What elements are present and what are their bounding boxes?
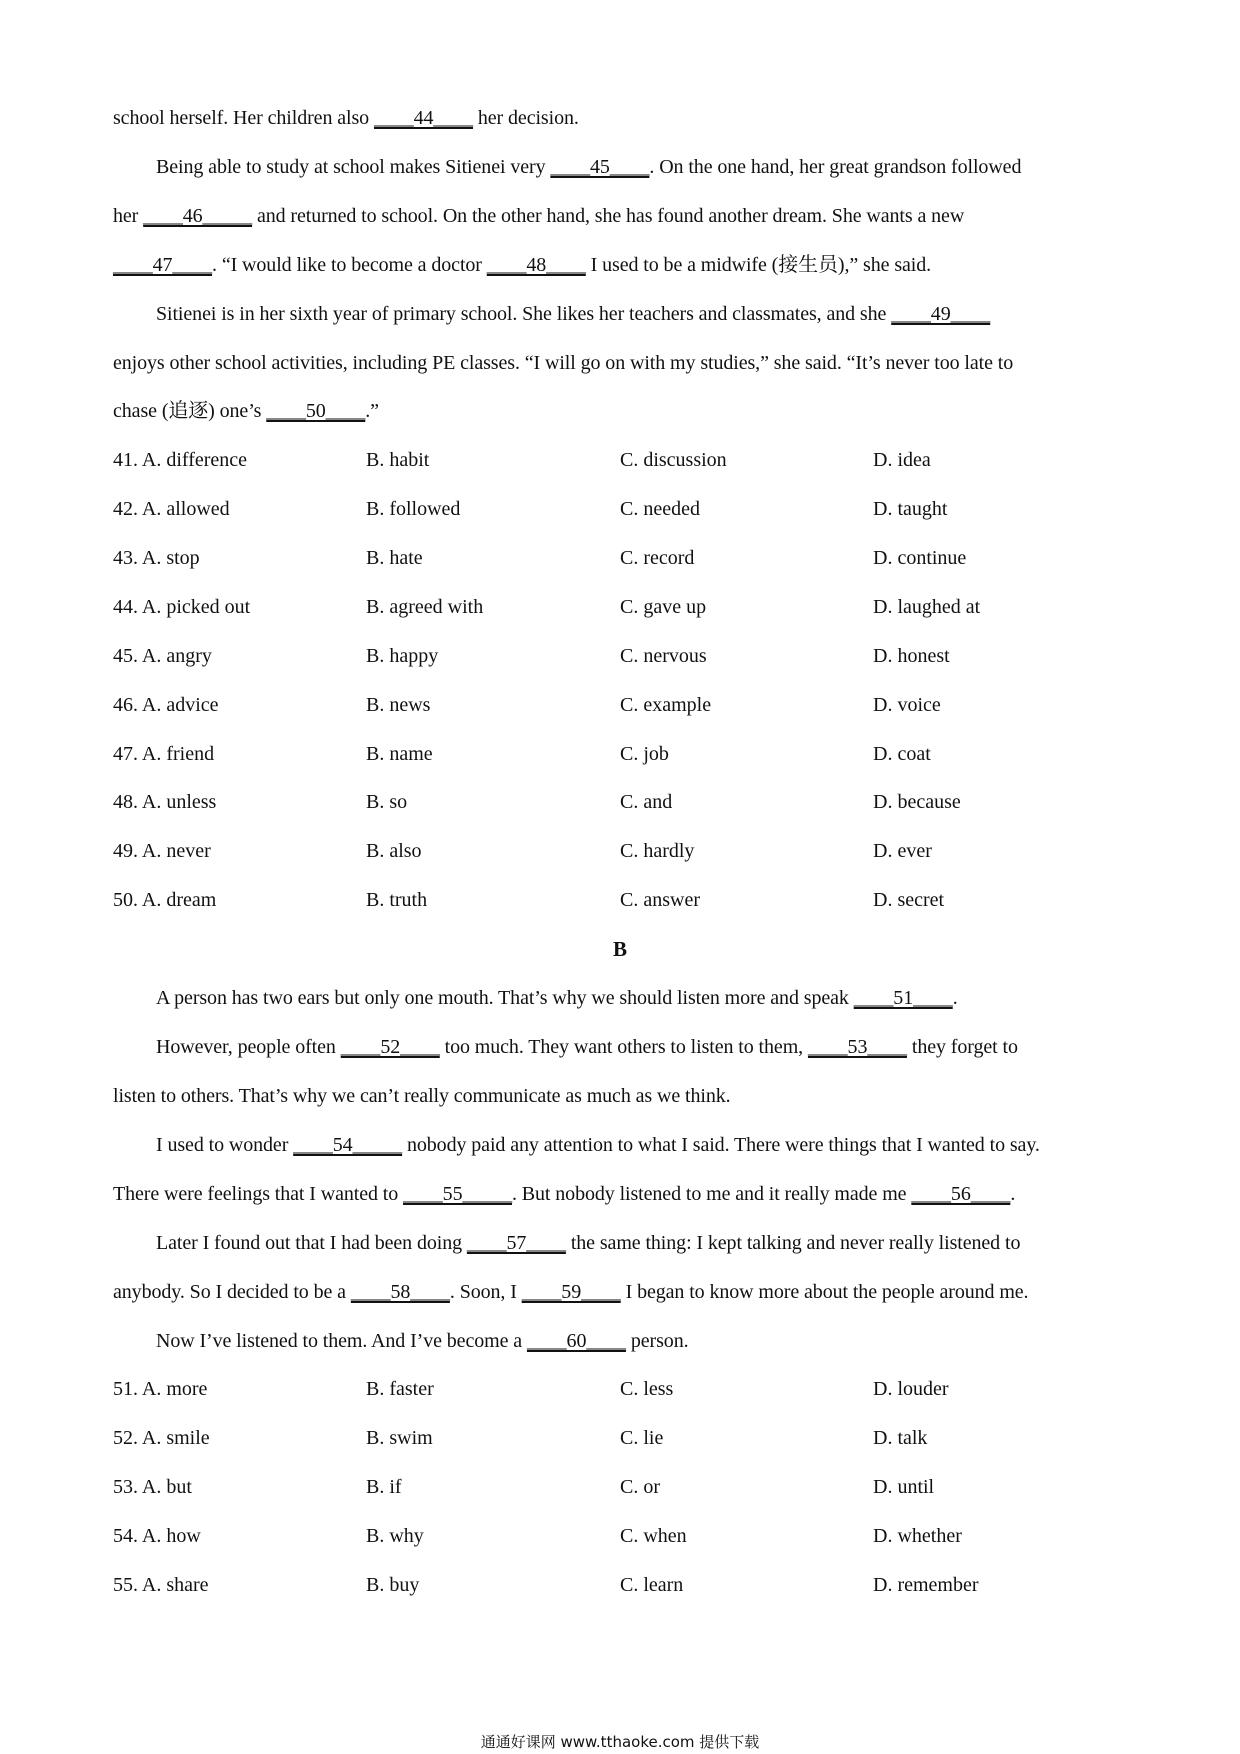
answer-blank: ____58____ <box>350 1281 450 1303</box>
option-d: D. honest <box>873 645 950 667</box>
passage-text: . On the one hand, her great grandson followed <box>649 156 1022 178</box>
option-b: B. agreed with <box>366 596 484 618</box>
option-c: C. hardly <box>620 840 695 862</box>
option-a: 49. A. never <box>113 840 211 862</box>
option-c: C. record <box>620 547 695 569</box>
option-c: C. or <box>620 1476 660 1498</box>
passage-text: . <box>952 987 958 1009</box>
option-c: C. when <box>620 1525 687 1547</box>
option-b: B. if <box>366 1476 402 1498</box>
option-b: B. name <box>366 743 433 765</box>
passage-line <box>113 353 1013 373</box>
passage-text: nobody paid any attention to what I said. There were things that I wanted to say. <box>402 1134 1040 1156</box>
option-a: 55. A. share <box>113 1574 209 1596</box>
option-b: B. swim <box>366 1427 433 1449</box>
passage-line <box>156 1233 1020 1253</box>
option-a: 42. A. allowed <box>113 498 230 520</box>
passage-text: her <box>113 205 144 227</box>
option-d: D. voice <box>873 694 941 716</box>
answer-blank: ____60____ <box>526 1330 626 1352</box>
passage-text: A person has two ears but only one mouth. That’s why we should listen more and speak <box>156 987 854 1009</box>
option-c: C. answer <box>620 889 700 911</box>
option-a: 51. A. more <box>113 1378 208 1400</box>
option-b: B. followed <box>366 498 461 520</box>
option-d: D. remember <box>873 1574 979 1596</box>
answer-blank: ____55_____ <box>403 1183 512 1205</box>
passage-text: school herself. Her children also <box>113 107 374 129</box>
passage-line <box>113 108 579 128</box>
option-b: B. why <box>366 1525 424 1547</box>
passage-line <box>156 988 958 1008</box>
option-b: B. so <box>366 791 408 813</box>
option-d: D. louder <box>873 1378 949 1400</box>
option-d: D. until <box>873 1476 935 1498</box>
question-row <box>113 597 1013 621</box>
passage-text: the same thing: I kept talking and never really listened to <box>565 1232 1021 1254</box>
option-d: D. whether <box>873 1525 962 1547</box>
passage-line <box>156 304 990 324</box>
page-footer: 通通好课网 www.tthaoke.com 提供下载 <box>480 1733 760 1751</box>
passage-line <box>156 1037 1018 1057</box>
option-a: 45. A. angry <box>113 645 212 667</box>
passage-line <box>113 1184 1015 1204</box>
question-row <box>113 1379 1013 1403</box>
question-row <box>113 695 1013 719</box>
passage-text: and returned to school. On the other hand, she has found another dream. She wants a new <box>252 205 965 227</box>
option-a: 54. A. how <box>113 1525 201 1547</box>
question-row <box>113 1575 1013 1599</box>
option-a: 50. A. dream <box>113 889 217 911</box>
question-row <box>113 499 1013 523</box>
passage-text: person. <box>625 1330 689 1352</box>
passage-text: Now I’ve listened to them. And I’ve become a <box>156 1330 527 1352</box>
option-c: C. nervous <box>620 645 707 667</box>
passage-text: However, people often <box>156 1036 341 1058</box>
option-a: 43. A. stop <box>113 547 200 569</box>
answer-blank: ____59____ <box>521 1281 621 1303</box>
passage-text: too much. They want others to listen to them, <box>439 1036 808 1058</box>
option-b: B. truth <box>366 889 428 911</box>
question-row <box>113 1477 1013 1501</box>
passage-text: . <box>1010 1183 1016 1205</box>
option-d: D. talk <box>873 1427 928 1449</box>
option-c: C. discussion <box>620 449 727 471</box>
question-row <box>113 792 1013 816</box>
option-a: 47. A. friend <box>113 743 215 765</box>
answer-blank: ____53____ <box>807 1036 907 1058</box>
question-row <box>113 548 1013 572</box>
question-row <box>113 646 1013 670</box>
option-a: 46. A. advice <box>113 694 219 716</box>
answer-blank: ____47____ <box>113 254 213 276</box>
passage-text: . But nobody listened to me and it really made me <box>511 1183 912 1205</box>
option-d: D. laughed at <box>873 596 981 618</box>
option-b: B. habit <box>366 449 430 471</box>
passage-text: Later I found out that I had been doing <box>156 1232 467 1254</box>
section-b-heading: B <box>612 937 627 961</box>
passage-text: . Soon, I <box>449 1281 522 1303</box>
option-d: D. because <box>873 791 961 813</box>
option-a: 52. A. smile <box>113 1427 210 1449</box>
option-d: D. idea <box>873 449 931 471</box>
passage-line <box>113 1282 1028 1302</box>
answer-blank: ____51____ <box>853 987 953 1009</box>
option-c: C. gave up <box>620 596 707 618</box>
question-row <box>113 890 1013 914</box>
question-row <box>113 841 1013 865</box>
question-row <box>113 1526 1013 1550</box>
passage-line <box>156 157 1021 177</box>
passage-text: I used to be a midwife (接生员),” she said. <box>585 254 932 276</box>
question-row <box>113 744 1013 768</box>
option-c: C. job <box>620 743 669 765</box>
answer-blank: ____45____ <box>550 156 650 178</box>
option-c: C. and <box>620 791 673 813</box>
passage-text: I began to know more about the people around me. <box>620 1281 1029 1303</box>
passage-line <box>113 255 931 275</box>
passage-line <box>113 206 964 226</box>
option-b: B. happy <box>366 645 439 667</box>
passage-text: Sitienei is in her sixth year of primary school. She likes her teachers and classmates, and she <box>156 303 892 325</box>
option-c: C. lie <box>620 1427 664 1449</box>
answer-blank: ____57____ <box>466 1232 566 1254</box>
option-a: 48. A. unless <box>113 791 217 813</box>
passage-text: chase (追逐) one’s <box>113 400 267 422</box>
passage-text: they forget to <box>906 1036 1018 1058</box>
option-c: C. needed <box>620 498 700 520</box>
answer-blank: ____49____ <box>891 303 991 325</box>
option-c: C. example <box>620 694 712 716</box>
option-d: D. ever <box>873 840 932 862</box>
passage-line <box>156 1135 1040 1155</box>
option-c: C. less <box>620 1378 674 1400</box>
answer-blank: ____46_____ <box>143 205 253 227</box>
option-d: D. taught <box>873 498 948 520</box>
question-row <box>113 1428 1013 1452</box>
passage-text: There were feelings that I wanted to <box>113 1183 404 1205</box>
passage-text: Being able to study at school makes Sitienei very <box>156 156 551 178</box>
answer-blank: ____48____ <box>486 254 586 276</box>
option-a: 44. A. picked out <box>113 596 251 618</box>
passage-line <box>113 401 379 421</box>
option-b: B. also <box>366 840 422 862</box>
passage-text: listen to others. That’s why we can’t really communicate as much as we think. <box>113 1085 731 1107</box>
option-b: B. hate <box>366 547 423 569</box>
passage-line <box>156 1331 689 1351</box>
option-c: C. learn <box>620 1574 684 1596</box>
question-row <box>113 450 1013 474</box>
answer-blank: ____52____ <box>340 1036 440 1058</box>
answer-blank: ____50____ <box>266 400 366 422</box>
option-d: D. coat <box>873 743 931 765</box>
option-a: 41. A. difference <box>113 449 248 471</box>
option-b: B. faster <box>366 1378 434 1400</box>
passage-text: . “I would like to become a doctor <box>212 254 487 276</box>
passage-text: .” <box>365 400 379 422</box>
passage-line <box>113 1086 731 1106</box>
answer-blank: ____44____ <box>373 107 473 129</box>
option-d: D. secret <box>873 889 945 911</box>
option-d: D. continue <box>873 547 967 569</box>
option-b: B. news <box>366 694 431 716</box>
passage-text: her decision. <box>472 107 579 129</box>
option-b: B. buy <box>366 1574 420 1596</box>
option-a: 53. A. but <box>113 1476 192 1498</box>
passage-text: enjoys other school activities, including PE classes. “I will go on with my studies,” she said. “It’s never too late to <box>113 352 1014 374</box>
answer-blank: ____56____ <box>911 1183 1011 1205</box>
passage-text: anybody. So I decided to be a <box>113 1281 351 1303</box>
answer-blank: ____54_____ <box>293 1134 403 1156</box>
passage-text: I used to wonder <box>156 1134 294 1156</box>
